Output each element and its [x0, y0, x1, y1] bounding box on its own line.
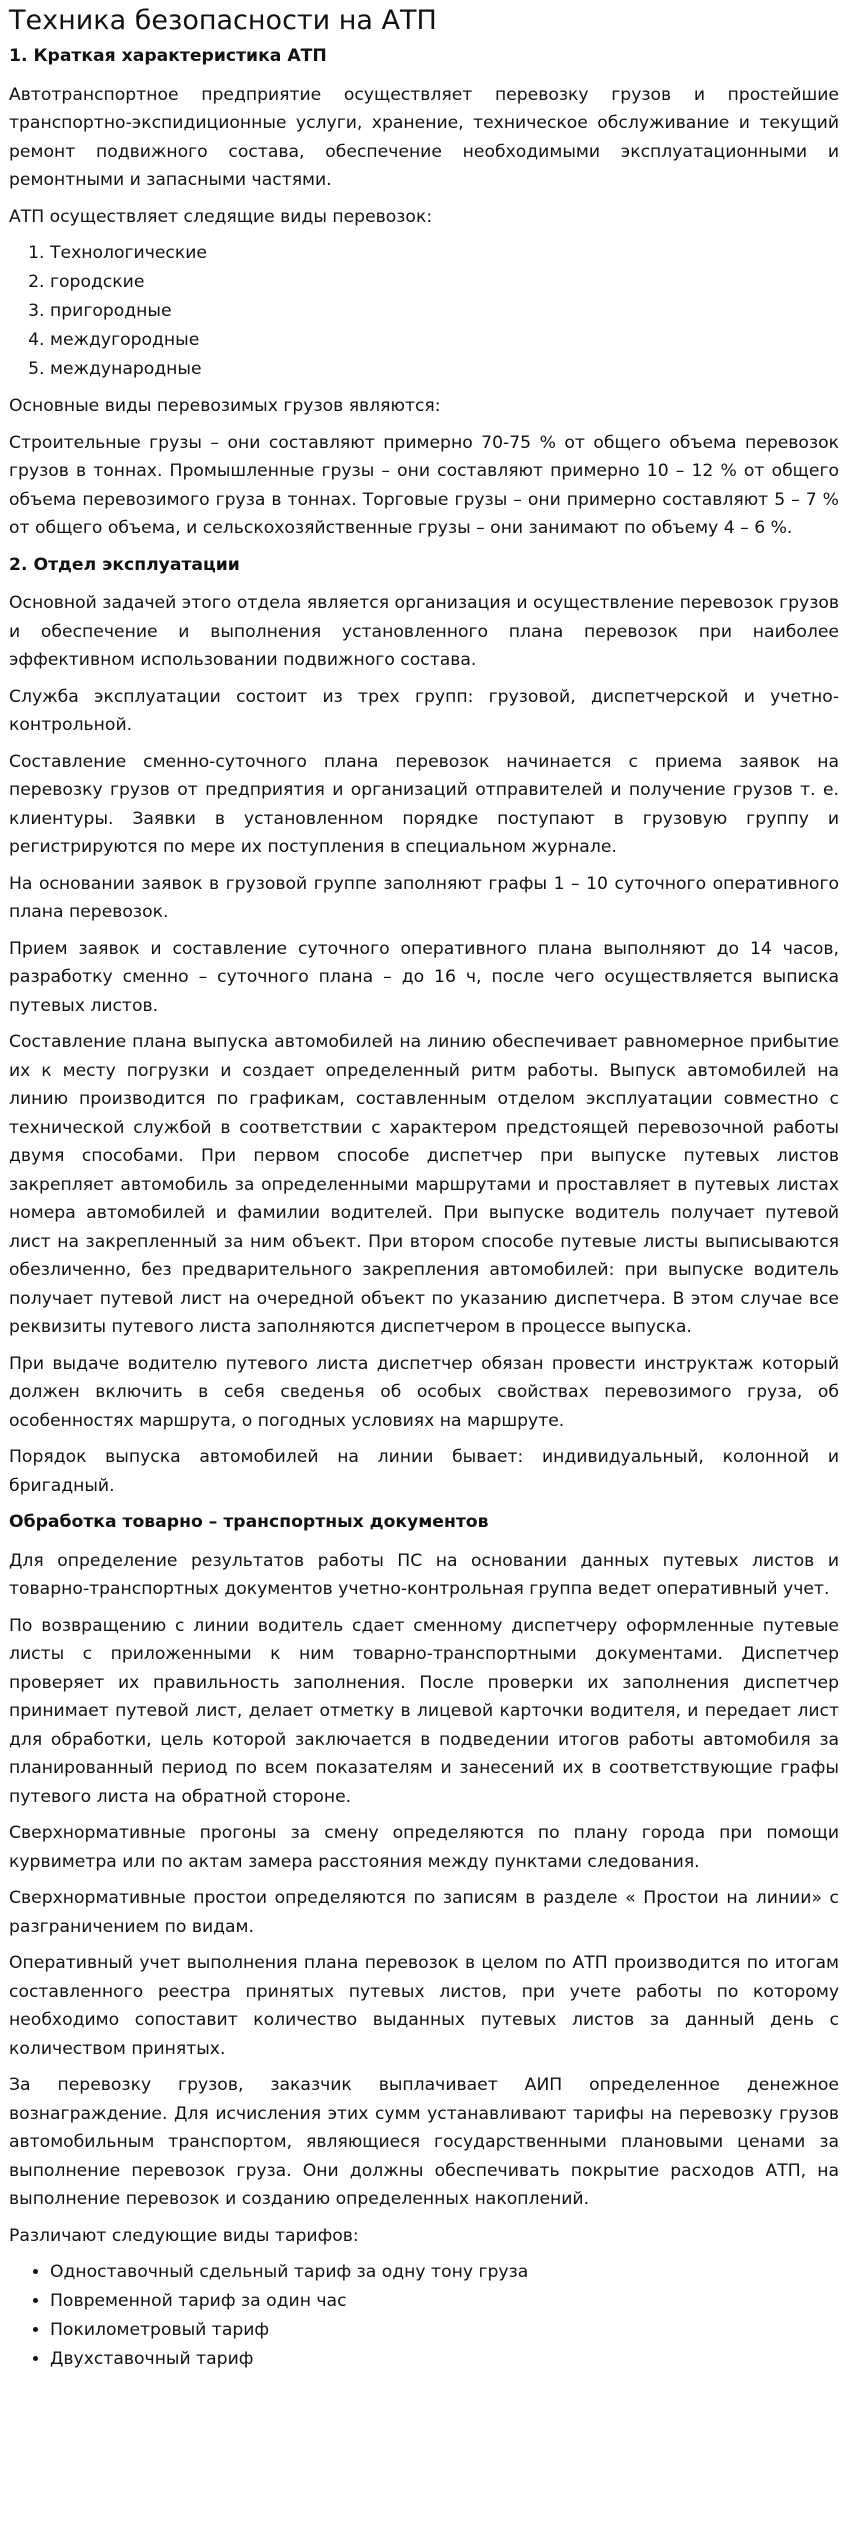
- section-heading-characteristics: 1. Краткая характеристика АТП: [9, 46, 327, 66]
- section-heading-documents: Обработка товарно – транспортных документов: [9, 1512, 489, 1532]
- list-item: 5. международные: [50, 355, 839, 384]
- paragraph: Для определение результатов работы ПС на основании данных путевых листов и товарно-транспортных документов учетно-контрольная группа ведет оперативный учет.: [9, 1550, 839, 1599]
- paragraph: Служба эксплуатации состоит из трех групп: грузовой, диспетчерской и учетно-контрольной.: [9, 686, 839, 735]
- paragraph: Основные виды перевозимых грузов являются:: [9, 396, 441, 416]
- paragraph: Основной задачей этого отдела является организация и осуществление перевозок грузов и обеспечение и выполнения установленного плана перевозок при наиболее эффективном использовании подвижного состава.: [9, 593, 839, 670]
- section-heading-operations: 2. Отдел эксплуатации: [9, 554, 240, 575]
- paragraph: Прием заявок и составление суточного оперативного плана выполняют до 14 часов, разработку сменно – суточного плана – до 16 ч, после чего осуществляется выписка путевых листов.: [9, 938, 839, 1016]
- paragraph: По возвращению с линии водитель сдает сменному диспетчеру оформленные путевые листы с приложенными к ним товарно-транспортными документами. Диспетчер проверяет их правильность заполнения. После проверки их заполнения диспетчер принимает путевой лист, делает отметку в лицевой карточки водителя, и передает лист для обработки, цель которой заключается в подведении итогов работы автомобиля за планированный период по всем показателям и занесений их в соответствующие графы путевого листа на обратной стороне.: [9, 1615, 839, 1807]
- list-item: 2. городские: [50, 268, 839, 297]
- paragraph: На основании заявок в грузовой группе заполняют графы 1 – 10 суточного оперативного плана перевозок.: [9, 873, 839, 922]
- paragraph: Составление плана выпуска автомобилей на линию обеспечивает равномерное прибытие их к месту погрузки и создает определенный ритм работы. Выпуск автомобилей на линию производится по графикам, составленным отделом эксплуатации совместно с технической службой в соответствии с характером предстоящей перевозочной работы двумя способами. При первом способе диспетчер при выпуске путевых листов закрепляет автомобиль за определенными маршрутами и проставляет в путевых листах номера автомобилей и фамилии водителей. При выпуске водитель получает путевой лист на закрепленный за ним объект. При втором способе путевые листы выписываются обезличенно, без предварительного закрепления автомобилей: при выпуске водитель получает путевой лист на очередной объект по указанию диспетчера. В этом случае все реквизиты путевого листа заполняются диспетчером в процессе выпуска.: [9, 1032, 839, 1337]
- paragraph: АТП осуществляет следящие виды перевозок:: [9, 206, 433, 227]
- paragraph: Сверхнормативные прогоны за смену определяются по плану города при помощи курвиметра или по актам замера расстояния между пунктами следования.: [9, 1823, 839, 1872]
- paragraph: Различают следующие виды тарифов:: [9, 2225, 359, 2246]
- list-item: • Двухставочный тариф: [50, 2345, 839, 2374]
- paragraph: Автотранспортное предприятие осуществляет перевозку грузов и простейшие транспортно-экспидиционные услуги, хранение, техническое обслуживание и текущий ремонт подвижного состава, обеспечение необходимыми эксплуатационными и ремонтными и запасными частями.: [9, 84, 839, 190]
- list-item: 1. Технологические: [50, 239, 839, 268]
- paragraph: Строительные грузы – они составляют примерно 70-75 % от общего объема перевозок грузов в тоннах. Промышленные грузы – они составляют примерно 10 – 12 % от общего объема перевозимого груза в тоннах. Торговые грузы – они примерно составляют 5 – 7 % от общего объема, и сельскохозяйственные грузы – они занимают по объему 4 – 6 %.: [9, 432, 839, 538]
- page-title: Техника безопасности на АТП: [9, 5, 437, 36]
- list-item: • Покилометровый тариф: [50, 2316, 839, 2345]
- paragraph: При выдаче водителю путевого листа диспетчер обязан провести инструктаж который должен включить в себя сведенья об особых свойствах перевозимого груза, об особенностях маршрута, о погодных условиях на маршруте.: [9, 1353, 839, 1431]
- tariff-types-list: [9, 2258, 839, 2374]
- transport-types-list: [9, 239, 839, 384]
- paragraph: За перевозку грузов, заказчик выплачивает АИП определенное денежное вознаграждение. Для исчисления этих сумм устанавливают тарифы на перевозку грузов автомобильным транспортом, являющиеся государственными плановыми ценами за выполнение перевозок груза. Они должны обеспечивать покрытие расходов АТП, на выполнение перевозок и созданию определенных накоплений.: [9, 2075, 839, 2209]
- paragraph: Порядок выпуска автомобилей на линии бывает: индивидуальный, колонной и бригадный.: [9, 1447, 839, 1496]
- paragraph: Сверхнормативные простои определяются по записям в разделе « Простои на линии» с разграничением по видам.: [9, 1888, 839, 1937]
- list-item: • Повременной тариф за один час: [50, 2287, 839, 2316]
- list-item: 4. междугородные: [50, 326, 839, 355]
- list-item: • Одноставочный сдельный тариф за одну тону груза: [50, 2258, 839, 2287]
- list-item: 3. пригородные: [50, 297, 839, 326]
- paragraph: Оперативный учет выполнения плана перевозок в целом по АТП производится по итогам составленного реестра принятых путевых листов, при учете работы по которому необходимо сопоставит количество выданных путевых листов за данный день с количеством принятых.: [9, 1953, 839, 2059]
- paragraph: Составление сменно-суточного плана перевозок начинается с приема заявок на перевозку грузов от предприятия и организаций отправителей и получение грузов т. е. клиентуры. Заявки в установленном порядке поступают в грузовую группу и регистрируются по мере их поступления в специальном журнале.: [9, 751, 839, 857]
